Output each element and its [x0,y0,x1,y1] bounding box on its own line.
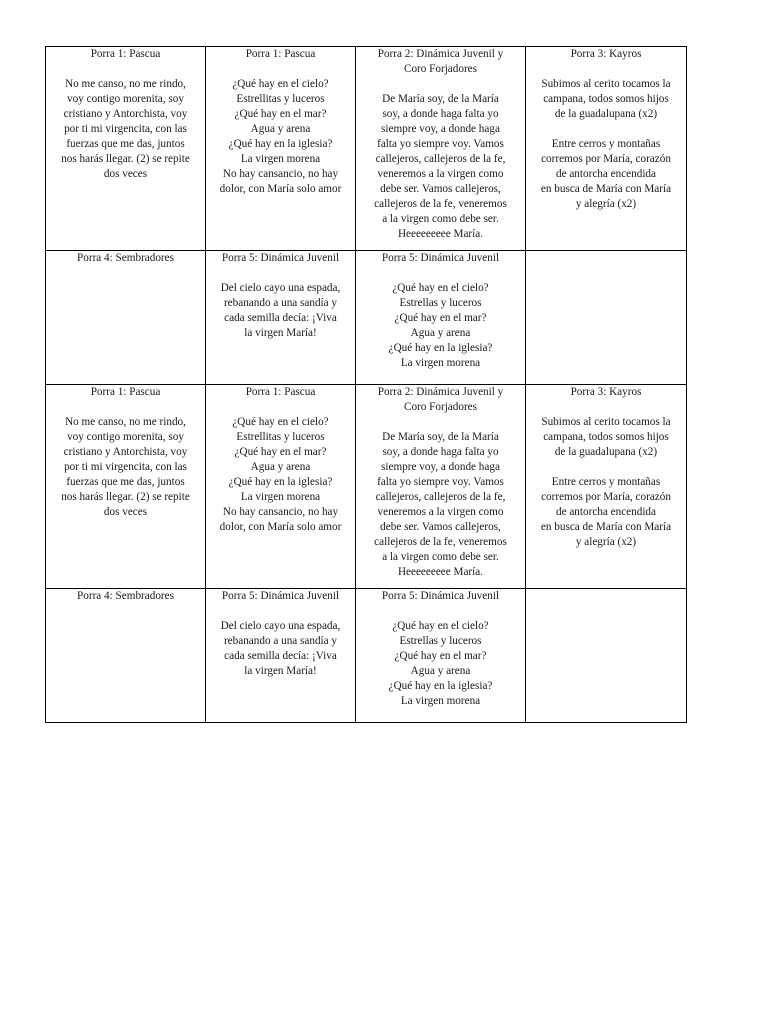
cell-porra-1-pascua [46,385,206,589]
table-row [46,589,687,723]
cell-title: Porra 2: Dinámica Juvenil y Coro Forjadores [377,386,504,413]
cell-porra-2-dinamica [356,47,526,251]
cell-lyrics: ¿Qué hay en el cielo? Estrellas y luceros ¿Qué hay en el mar? Agua y arena ¿Qué hay en la iglesia? La virgen morena [388,620,493,707]
table-row [46,47,687,251]
cell-porra-2-dinamica [356,385,526,589]
table-row [46,385,687,589]
cell-title: Porra 1: Pascua [90,386,161,398]
cell-title: Porra 1: Pascua [90,48,161,60]
cell-title: Porra 4: Sembradores [77,252,174,264]
cell-title: Porra 5: Dinámica Juvenil [381,252,500,264]
cell-porra-1-pascua-cielo [206,385,356,589]
cell-lyrics: Del cielo cayo una espada, rebanando a una sandía y cada semilla decía: ¡Viva la virgen María! [220,620,341,677]
cell-title: Porra 5: Dinámica Juvenil [381,590,500,602]
cell-porra-1-pascua-cielo [206,47,356,251]
porras-table [45,46,687,723]
cell-porra-4-sembradores [46,251,206,385]
cell-empty [526,589,687,723]
cell-lyrics: Del cielo cayo una espada, rebanando a una sandía y cada semilla decía: ¡Viva la virgen María! [220,282,341,339]
cell-empty [526,251,687,385]
cell-title: Porra 3: Kayros [570,48,642,60]
cell-lyrics: ¿Qué hay en el cielo? Estrellitas y luceros ¿Qué hay en el mar? Agua y arena ¿Qué hay en la iglesia? La virgen morena No hay cansancio, no hay dolor, con María solo amor [219,416,342,533]
table-row [46,251,687,385]
cell-porra-3-kayros [526,47,687,251]
cell-lyrics: De María soy, de la María soy, a donde haga falta yo siempre voy, a donde haga falta yo siempre voy. Vamos callejeros, callejeros de la fe, veneremos a la virgen como debe ser. Vamos callejeros, callejeros de la fe, veneremos a la virgen como debe ser. Heeeeeeeee María. [374,93,507,240]
cell-title: Porra 5: Dinámica Juvenil [221,590,340,602]
cell-porra-3-kayros [526,385,687,589]
cell-lyrics: Subimos al cerito tocamos la campana, todos somos hijos de la guadalupana (x2) Entre cerros y montañas corremos por María, corazón de antorcha encendida en busca de María con María y alegría (x2) [540,78,672,210]
cell-porra-5-espada [206,589,356,723]
cell-porra-4-sembradores [46,589,206,723]
cell-porra-1-pascua [46,47,206,251]
cell-porra-5-cielo [356,589,526,723]
cell-title: Porra 5: Dinámica Juvenil [221,252,340,264]
cell-lyrics: ¿Qué hay en el cielo? Estrellas y luceros ¿Qué hay en el mar? Agua y arena ¿Qué hay en la iglesia? La virgen morena [388,282,493,369]
cell-porra-5-espada [206,251,356,385]
cell-title: Porra 1: Pascua [245,386,316,398]
cell-porra-5-cielo [356,251,526,385]
cell-lyrics: ¿Qué hay en el cielo? Estrellitas y luceros ¿Qué hay en el mar? Agua y arena ¿Qué hay en la iglesia? La virgen morena No hay cansancio, no hay dolor, con María solo amor [219,78,342,195]
cell-title: Porra 1: Pascua [245,48,316,60]
cell-lyrics: No me canso, no me rindo, voy contigo morenita, soy cristiano y Antorchista, voy por ti mi virgencita, con las fuerzas que me das, juntos nos harás llegar. (2) se repite dos veces [61,78,190,180]
cell-title: Porra 2: Dinámica Juvenil y Coro Forjadores [377,48,504,75]
cell-title: Porra 3: Kayros [570,386,642,398]
cell-lyrics: No me canso, no me rindo, voy contigo morenita, soy cristiano y Antorchista, voy por ti mi virgencita, con las fuerzas que me das, juntos nos harás llegar. (2) se repite dos veces [61,416,190,518]
cell-lyrics: Subimos al cerito tocamos la campana, todos somos hijos de la guadalupana (x2) Entre cerros y montañas corremos por María, corazón de antorcha encendida en busca de María con María y alegría (x2) [540,416,672,548]
cell-lyrics: De María soy, de la María soy, a donde haga falta yo siempre voy, a donde haga falta yo siempre voy. Vamos callejeros, callejeros de la fe, veneremos a la virgen como debe ser. Vamos callejeros, callejeros de la fe, veneremos a la virgen como debe ser. Heeeeeeeee María. [374,431,507,578]
cell-title: Porra 4: Sembradores [77,590,174,602]
